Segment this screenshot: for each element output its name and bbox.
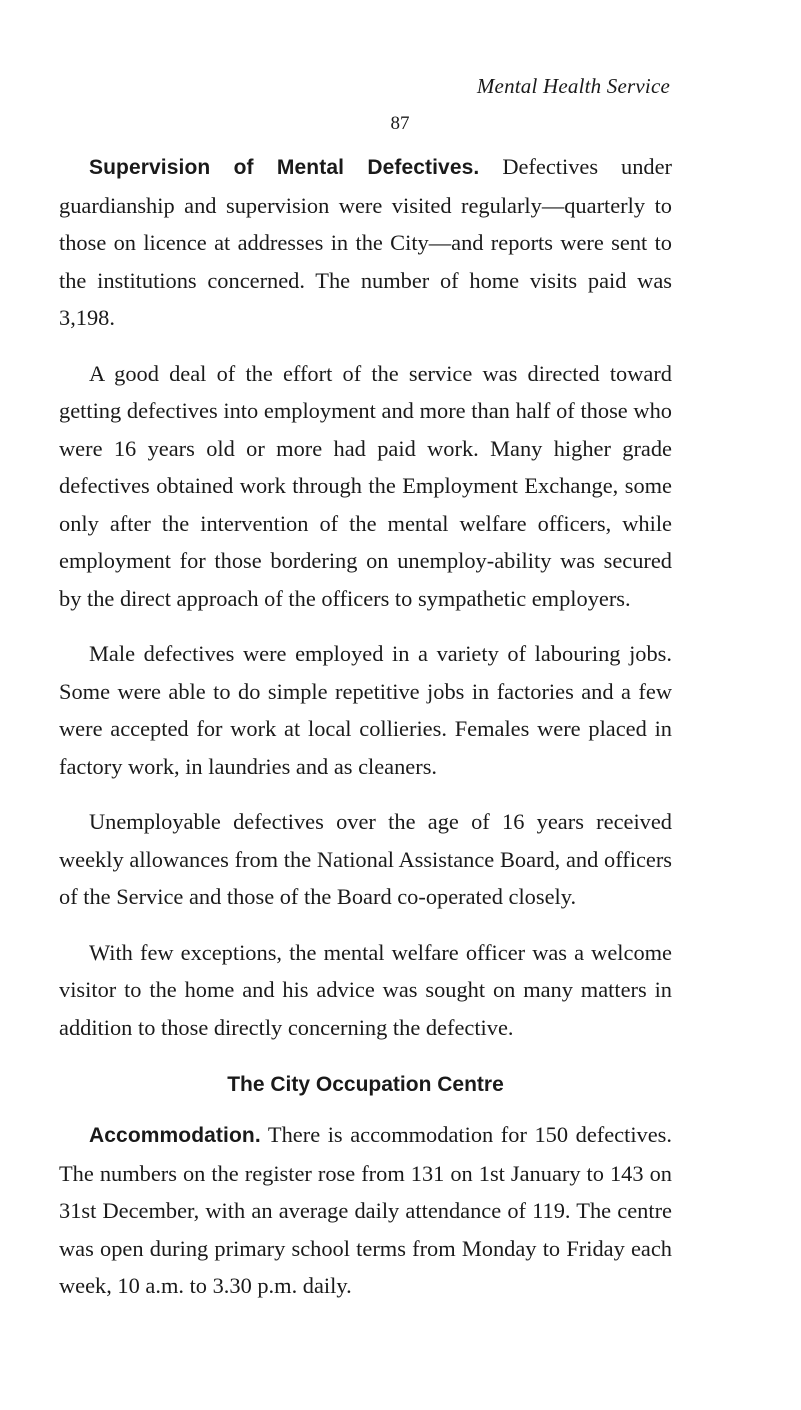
paragraph-employment: A good deal of the effort of the service was directed toward getting defectives into employment and more than half of those who were 16 years old or more had paid work. Many higher grade defectives obtained work through the Employment Exchange, some only after the intervention of the mental welfare officers, while employment for those bordering on unemploy-ability was secured by the direct approach of the officers to sympathetic employers. — [59, 360, 672, 611]
paragraph-unemployable: Unemployable defectives over the age of 16 years received weekly allowances from the National Assistance Board, and officers of the Service and those of the Board co-operated closely. — [59, 809, 672, 909]
text-accommodation: There is accommodation for 150 defectives. The numbers on the register rose from 131 on 1st January to 143 on 31st December, with an average daily attendance of 119. The centre was open during primary school terms from Monday to Friday each week, 10 a.m. to 3.30 p.m. daily. — [59, 1122, 672, 1298]
page-number: 87 — [390, 113, 410, 134]
heading-accommodation: Accommodation. — [89, 1124, 261, 1147]
heading-supervision: Supervision of Mental Defectives. — [89, 156, 480, 179]
section-title-occupation-centre: The City Occupation Centre — [227, 1073, 504, 1096]
paragraph-accommodation — [59, 1116, 672, 1305]
paragraph-supervision — [59, 148, 672, 337]
text-supervision: Defectives under guardianship and supervision were visited regularly—quarterly to those on licence at addresses in the City—and reports were sent to the institutions concerned. The number of home visits paid was 3,198. — [59, 154, 672, 330]
page-body — [59, 148, 672, 1305]
running-head: Mental Health Service — [476, 74, 670, 98]
paragraph-male-female: Male defectives were employed in a variety of labouring jobs. Some were able to do simple repetitive jobs in factories and a few were accepted for work at local collieries. Females were placed in factory work, in laundries and as cleaners. — [59, 641, 672, 779]
paragraph-welfare-officer: With few exceptions, the mental welfare officer was a welcome visitor to the home and his advice was sought on many matters in addition to those directly concerning the defective. — [59, 939, 672, 1040]
